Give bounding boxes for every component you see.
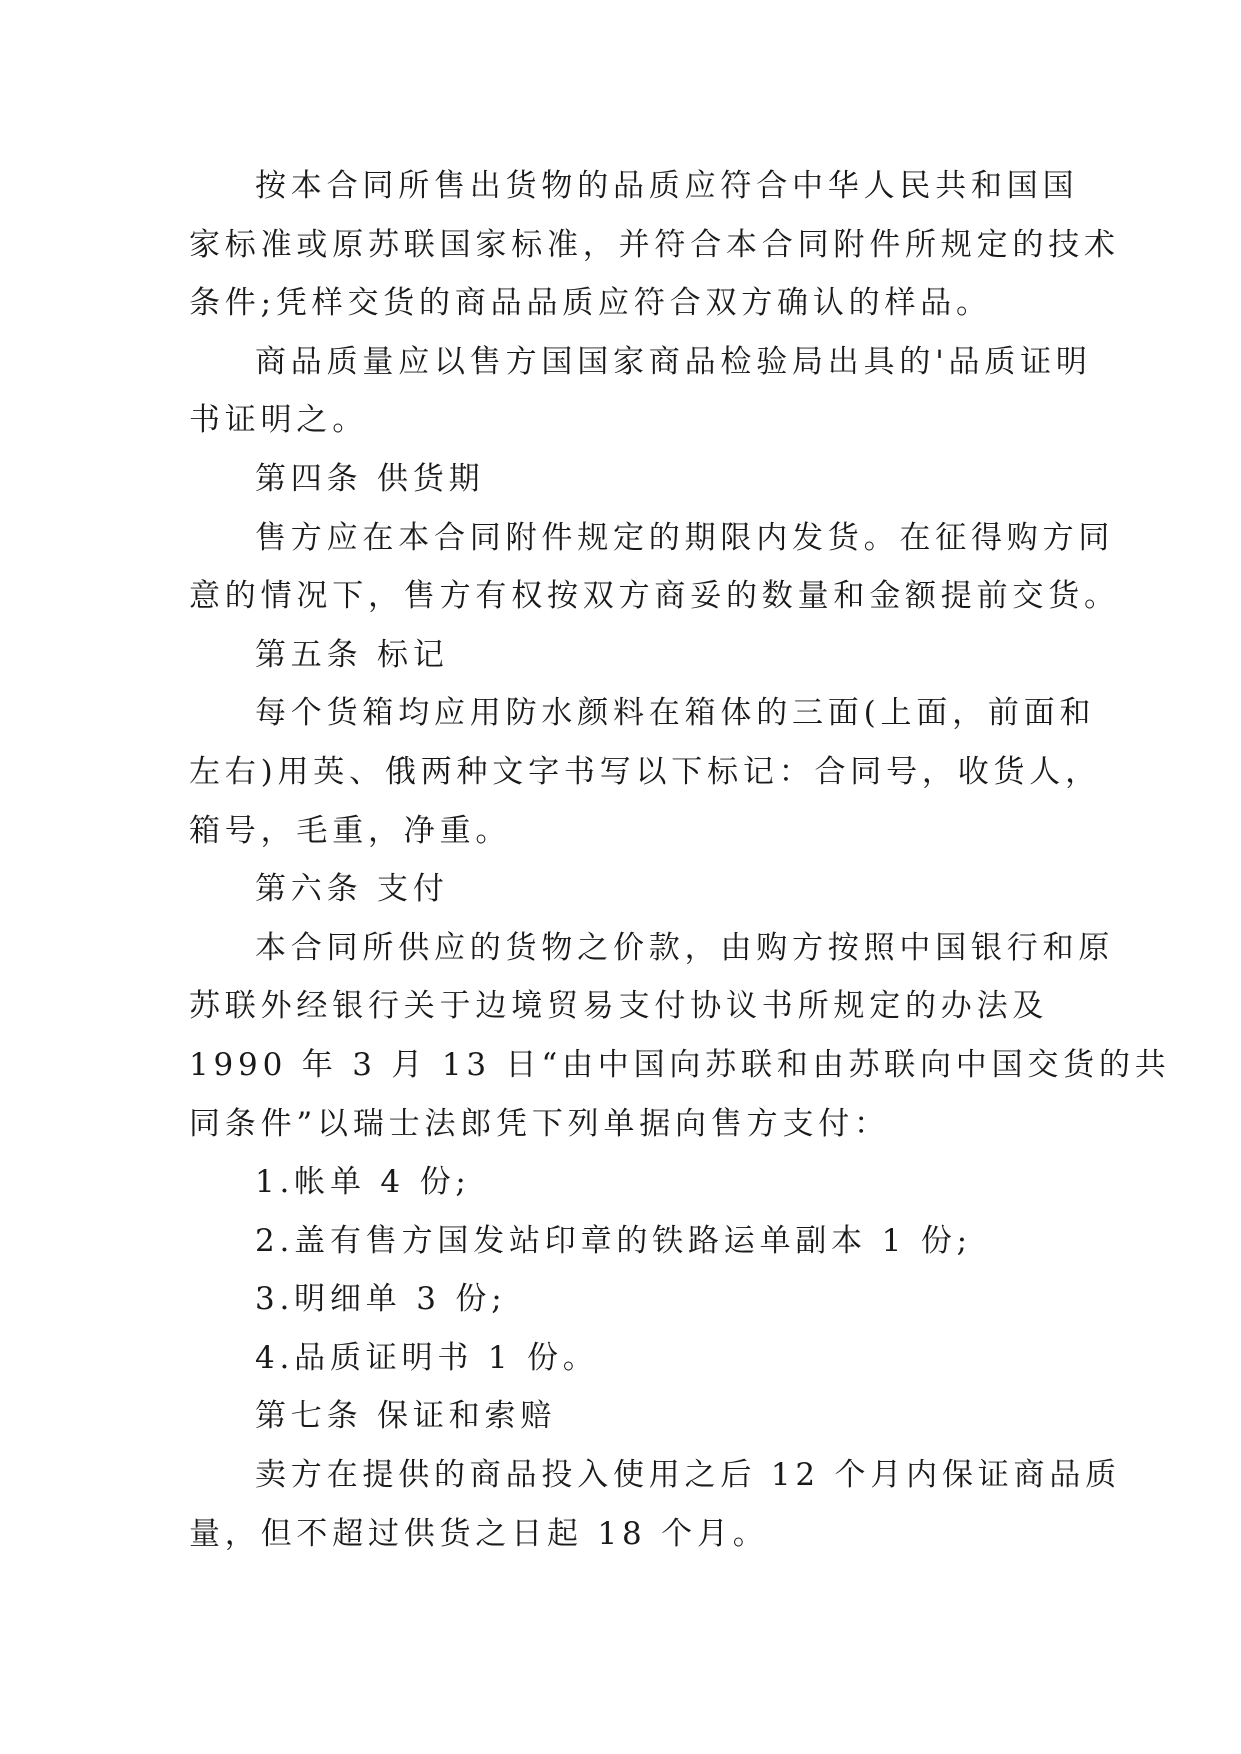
- paragraph-line: 苏联外经银行关于边境贸易支付协议书所规定的办法及: [189, 988, 1049, 1025]
- paragraph-line: 本合同所供应的货物之价款，由购方按照中国银行和原: [255, 929, 1115, 966]
- list-item: 1.帐单 4 份;: [255, 1164, 471, 1201]
- paragraph-line: 1990 年 3 月 13 日“由中国向苏联和由苏联向中国交货的共: [189, 1046, 1171, 1083]
- paragraph-line: 书证明之。: [189, 402, 368, 439]
- paragraph-line: 按本合同所售出货物的品质应符合中华人民共和国国: [255, 168, 1079, 204]
- article-heading: 第七条 保证和索赔: [255, 1398, 557, 1435]
- paragraph-line: 箱号，毛重，净重。: [189, 812, 512, 849]
- article-heading: 第四条 供货期: [255, 460, 485, 497]
- paragraph-line: 卖方在提供的商品投入使用之后 12 个月内保证商品质: [255, 1457, 1121, 1494]
- paragraph-line: 家标准或原苏联国家标准，并符合本合同附件所规定的技术: [189, 226, 1120, 263]
- paragraph-line: 左右)用英、俄两种文字书写以下标记：合同号，收货人，: [189, 753, 1101, 790]
- paragraph-line: 量，但不超过供货之日起 18 个月。: [189, 1515, 769, 1552]
- paragraph-line: 商品质量应以售方国国家商品检验局出具的'品质证明: [255, 343, 1092, 380]
- paragraph-line: 每个货箱均应用防水颜料在箱体的三面(上面，前面和: [255, 695, 1096, 732]
- article-heading: 第五条 标记: [255, 636, 449, 673]
- list-item: 3.明细单 3 份;: [255, 1281, 507, 1318]
- list-item: 4.品质证明书 1 份。: [255, 1339, 599, 1376]
- document-body: [189, 157, 1171, 1563]
- paragraph-line: 条件;凭样交货的商品品质应符合双方确认的样品。: [189, 285, 992, 322]
- paragraph-line: 同条件”以瑞士法郎凭下列单据向售方支付：: [189, 1105, 890, 1142]
- article-heading: 第六条 支付: [255, 871, 449, 908]
- paragraph-line: 售方应在本合同附件规定的期限内发货。在征得购方同: [255, 519, 1115, 556]
- list-item: 2.盖有售方国发站印章的铁路运单副本 1 份;: [255, 1222, 972, 1259]
- paragraph-line: 意的情况下，售方有权按双方商妥的数量和金额提前交货。: [189, 578, 1120, 615]
